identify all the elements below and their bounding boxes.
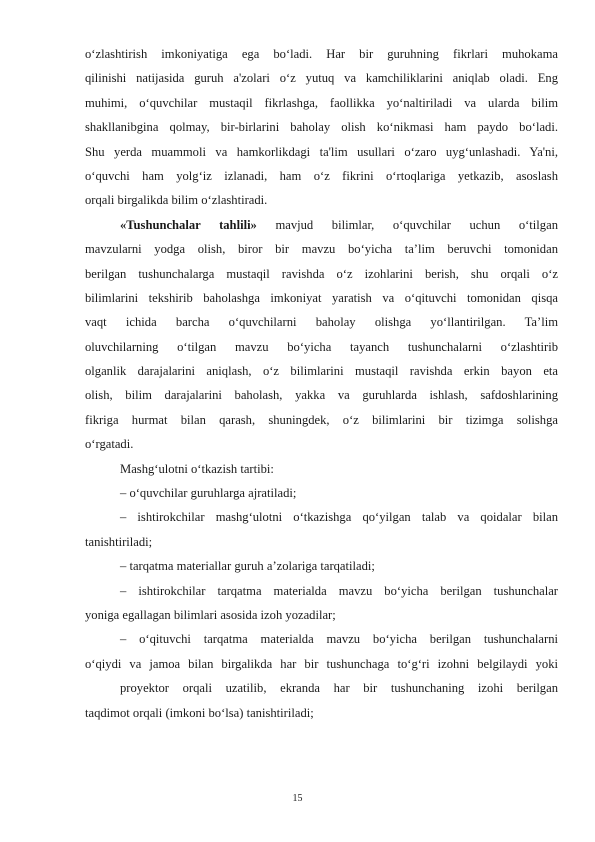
line-text: – tarqatma materiallar guruh a’zolariga tarqatiladi;: [120, 559, 375, 574]
line-text: o‘rgatadi.: [85, 437, 134, 452]
text-line: [85, 91, 558, 115]
text-line: [85, 408, 558, 432]
text-line: [85, 530, 558, 554]
text-line: [85, 188, 558, 212]
line-text: berilgan tushunchalarga mustaqil ravishda o‘z izohlarini berish, shu orqali o‘z: [85, 266, 558, 281]
line-text: proyektor orqali uzatilib, ekranda har bir tushunchaning izohi berilgan: [120, 681, 558, 696]
text-line: [85, 481, 558, 505]
line-text: bilimlarini tekshirib baholashga imkoniyat yaratish va o‘qituvchi tomonidan qisqa: [85, 290, 558, 305]
text-line: [85, 66, 558, 90]
line-text: taqdimot orqali (imkoni bo‘lsa) tanishtiriladi;: [85, 705, 314, 720]
line-text: shakllanibgina qolmay, bir-birlarini baholay olish ko‘nikmasi ham paydo bo‘ladi.: [85, 120, 558, 135]
line-text: tanishtiriladi;: [85, 534, 153, 549]
text-line: [85, 627, 558, 651]
line-text: – o‘qituvchi tarqatma materialda mavzu bo‘yicha berilgan tushunchalarni: [120, 632, 558, 647]
line-text: Shu yerda muammoli va hamkorlikdagi ta'lim usullari o‘zaro uyg‘unlashadi. Ya'ni,: [85, 144, 558, 159]
text-line: [85, 432, 558, 456]
text-line: [85, 140, 558, 164]
text-line: [85, 603, 558, 627]
line-text: muhimi, o‘quvchilar mustaqil fikrlashga, faollikka yo‘naltiriladi va ularda bilim: [85, 95, 558, 110]
text-line: [85, 115, 558, 139]
text-line: [85, 359, 558, 383]
text-line: [85, 237, 558, 261]
line-text: – ishtirokchilar mashg‘ulotni o‘tkazishga qo‘yilgan talab va qoidalar bilan: [120, 510, 558, 525]
line-text: o‘qiydi va jamoa bilan birgalikda har bir tushunchaga to‘g‘ri izohni belgilaydi yoki: [85, 656, 558, 671]
text-line: [85, 383, 558, 407]
text-line: [85, 213, 558, 237]
line-text: olganlik darajalarini aniqlash, o‘z bilimlarini mustaqil ravishda erkin bayon eta: [85, 364, 558, 379]
text-line: [85, 457, 558, 481]
line-text: oluvchilarning o‘tilgan mavzu bo‘yicha tayanch tushunchalarni o‘zlashtirib: [85, 339, 558, 354]
line-text: orqali birgalikda bilim o‘zlashtiradi.: [85, 193, 268, 208]
line-text: o‘zlashtirish imkoniyatiga ega bo‘ladi. Har bir guruhning fikrlari muhokama: [85, 47, 558, 61]
line-text: mavzularni yodga olish, biror bir mavzu bo‘yicha ta’lim beruvchi tomonidan: [85, 242, 558, 257]
line-text: vaqt ichida barcha o‘quvchilarni baholay olishga yo‘llantirilgan. Ta’lim: [85, 315, 558, 330]
text-line: [85, 310, 558, 334]
text-line: [85, 554, 558, 578]
line-text: fikriga hurmat bilan qarash, shuningdek, o‘z bilimlarini bir tizimga solishga: [85, 412, 558, 427]
text-line: [85, 652, 558, 676]
line-text: yoniga egallagan bilimlari asosida izoh yozadilar;: [85, 607, 336, 622]
line-text: Mashg‘ulotni o‘tkazish tartibi:: [120, 461, 274, 476]
line-text: mavjud bilimlar, o‘quvchilar uchun o‘tilgan: [275, 217, 558, 232]
line-text: qilinishi natijasida guruh a'zolari o‘z yutuq va kamchiliklarini aniqlab oladi. Eng: [85, 71, 558, 86]
line-text: olish, bilim darajalarini baholash, yakka va guruhlarda ishlash, safdoshlarining: [85, 388, 558, 403]
text-line: [85, 42, 558, 66]
line-text: o‘quvchi ham yolg‘iz izlanadi, ham o‘z fikrini o‘rtoqlariga yetkazib, asoslash: [85, 168, 558, 183]
body-text: [85, 42, 558, 725]
text-line: [85, 262, 558, 286]
text-line: [85, 505, 558, 529]
text-line: [85, 579, 558, 603]
page-number: 15: [292, 793, 303, 804]
text-line: [85, 676, 558, 700]
text-line: [85, 164, 558, 188]
bold-term: «Tushunchalar tahlili»: [120, 217, 257, 232]
text-line: [85, 701, 558, 725]
line-text: – ishtirokchilar tarqatma materialda mavzu bo‘yicha berilgan tushunchalar: [120, 583, 558, 598]
line-text: – o‘quvchilar guruhlarga ajratiladi;: [120, 486, 297, 501]
text-line: [85, 335, 558, 359]
text-line: [85, 286, 558, 310]
